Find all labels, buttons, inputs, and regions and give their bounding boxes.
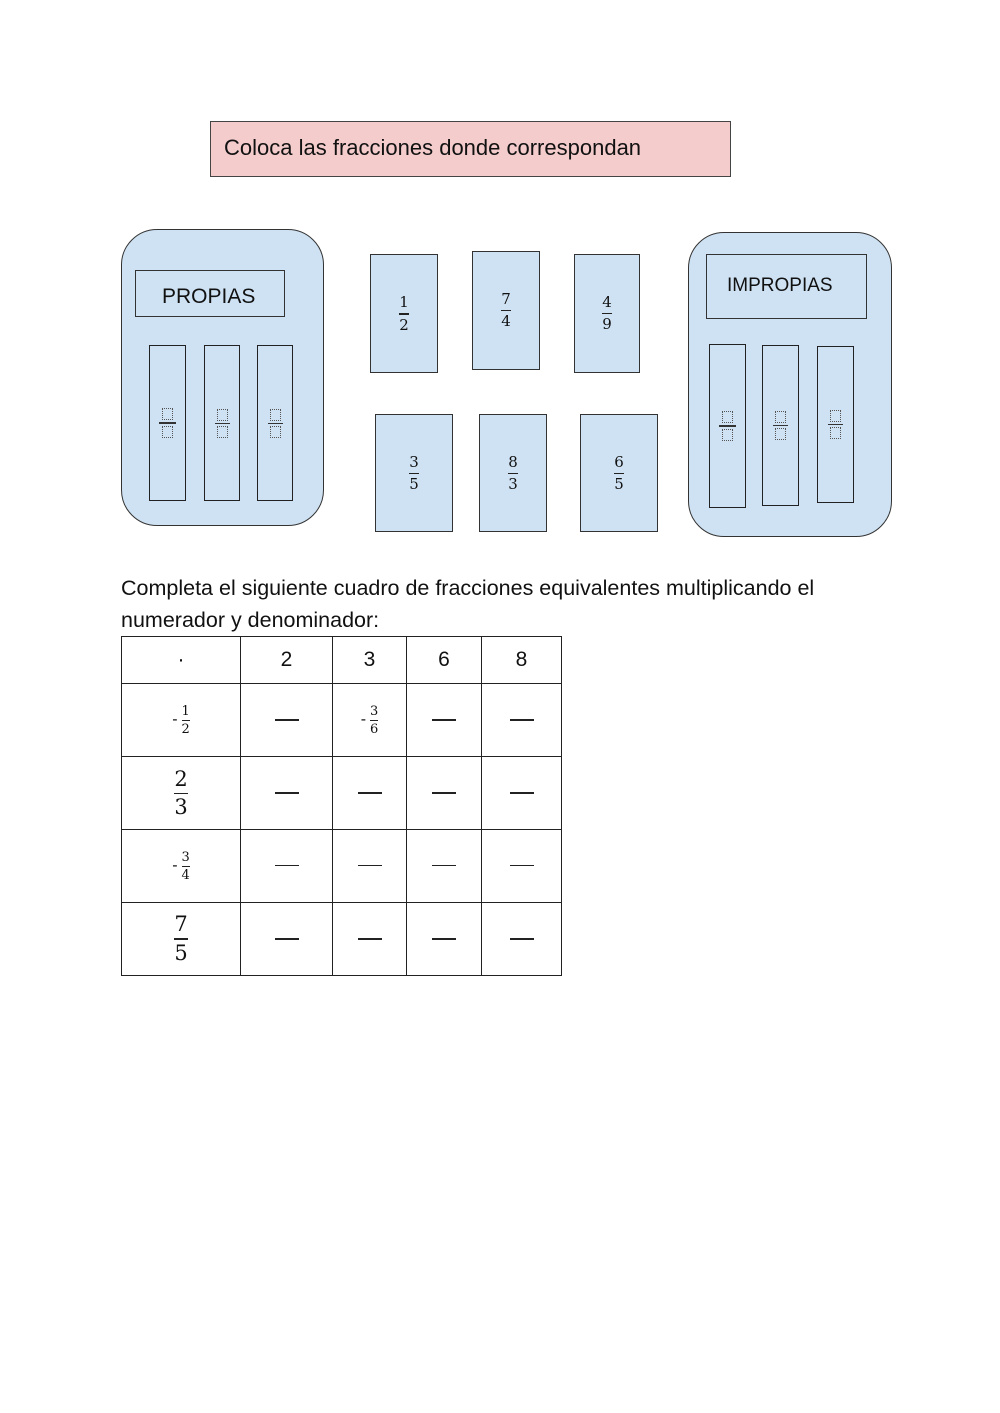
empty-fraction-placeholder — [159, 408, 176, 438]
impropias-label: IMPROPIAS — [727, 275, 833, 296]
fraction-denominator: 2 — [181, 721, 190, 737]
impropias-label-box — [706, 254, 867, 319]
fraction-numerator: 3 — [409, 452, 419, 471]
propias-label-box — [135, 270, 285, 317]
answer-cell[interactable] — [482, 757, 562, 830]
fraction-denominator: 3 — [508, 474, 518, 493]
fraction-denominator: 6 — [370, 721, 379, 737]
fraction-card[interactable] — [370, 254, 438, 373]
answer-cell[interactable] — [482, 830, 562, 903]
answer-cell[interactable] — [333, 830, 407, 903]
fraction — [182, 851, 190, 882]
impropias-slot-3[interactable] — [817, 346, 854, 503]
header-cell-operator: · — [122, 637, 241, 684]
answer-cell[interactable] — [241, 830, 333, 903]
answer-blank[interactable] — [275, 938, 299, 940]
fraction-card[interactable] — [375, 414, 453, 532]
fraction-denominator: 5 — [409, 474, 419, 493]
fraction-denominator: 9 — [602, 315, 612, 333]
answer-blank[interactable] — [275, 865, 299, 866]
header-cell-multiplier: 2 — [241, 637, 333, 684]
fraction — [399, 292, 409, 334]
answer-cell[interactable] — [482, 903, 562, 976]
empty-fraction-placeholder — [215, 409, 230, 438]
propias-slot-3[interactable] — [257, 345, 293, 501]
fraction — [614, 452, 624, 493]
fraction — [602, 295, 612, 332]
empty-fraction-placeholder — [719, 411, 736, 441]
fraction-denominator: 5 — [614, 474, 624, 493]
fraction-numerator: 6 — [614, 452, 624, 471]
answer-cell[interactable] — [333, 757, 407, 830]
header-cell-multiplier: 8 — [482, 637, 562, 684]
fraction — [370, 705, 378, 736]
answer-blank[interactable] — [510, 719, 534, 721]
fraction-denominator: 5 — [174, 941, 188, 965]
answer-cell[interactable] — [241, 757, 333, 830]
fraction-numerator: 3 — [181, 849, 190, 865]
answer-cell[interactable] — [241, 903, 333, 976]
fraction — [174, 914, 187, 964]
table-row — [122, 903, 562, 976]
fraction — [182, 705, 190, 736]
answer-blank[interactable] — [275, 719, 299, 721]
answer-cell[interactable] — [407, 684, 482, 757]
answer-blank[interactable] — [358, 792, 382, 794]
instruction-banner — [210, 121, 731, 177]
fraction-denominator: 4 — [501, 312, 511, 330]
empty-fraction-placeholder — [773, 411, 788, 440]
answer-blank[interactable] — [275, 792, 299, 794]
row-fraction-cell — [122, 757, 241, 830]
fraction-card[interactable] — [580, 414, 658, 532]
table-instruction: Completa el siguiente cuadro de fracciones equivalentes multiplicando el numerador y denominador: — [121, 576, 815, 632]
answer-blank[interactable] — [432, 719, 456, 721]
fraction — [501, 292, 511, 329]
fraction-numerator: 8 — [508, 452, 518, 471]
empty-fraction-placeholder — [828, 410, 843, 439]
answer-blank[interactable] — [432, 865, 456, 866]
fraction — [174, 766, 188, 819]
fraction-denominator: 3 — [174, 794, 188, 819]
table-row — [122, 830, 562, 903]
answer-blank[interactable] — [510, 865, 534, 866]
equivalent-fractions-table — [121, 636, 562, 976]
answer-cell[interactable] — [407, 903, 482, 976]
empty-fraction-placeholder — [268, 409, 283, 438]
table-row — [122, 757, 562, 830]
answer-blank[interactable] — [510, 938, 534, 940]
fraction-numerator: 3 — [370, 703, 379, 719]
header-cell-multiplier: 6 — [407, 637, 482, 684]
fraction-numerator: 2 — [174, 766, 188, 791]
answer-blank[interactable] — [510, 792, 534, 794]
fraction — [508, 452, 518, 493]
answer-cell[interactable] — [407, 830, 482, 903]
propias-slot-2[interactable] — [204, 345, 240, 501]
fraction-numerator: 4 — [602, 293, 612, 311]
row-fraction-cell: - $\frac{1}{2}$ — [122, 684, 241, 757]
impropias-slot-2[interactable] — [762, 345, 799, 506]
fraction-numerator: 1 — [181, 703, 190, 719]
fraction-numerator: 1 — [399, 292, 409, 311]
row-fraction-cell — [122, 903, 241, 976]
table-row — [122, 684, 562, 757]
table-header-row — [122, 637, 562, 684]
answer-cell[interactable] — [333, 903, 407, 976]
fraction-card[interactable] — [479, 414, 547, 532]
propias-label: PROPIAS — [162, 285, 256, 308]
fraction-numerator: 7 — [174, 912, 188, 936]
propias-slot-1[interactable] — [149, 345, 186, 501]
fraction — [409, 452, 419, 493]
fraction-denominator: 2 — [399, 315, 409, 334]
fraction-numerator: 7 — [501, 290, 511, 308]
row-fraction-cell: - $\frac{3}{4}$ — [122, 830, 241, 903]
answer-cell[interactable] — [482, 684, 562, 757]
answer-cell[interactable] — [407, 757, 482, 830]
answer-blank[interactable] — [358, 938, 382, 940]
fraction-denominator: 4 — [181, 867, 190, 883]
impropias-slot-1[interactable] — [709, 344, 746, 508]
answer-blank[interactable] — [432, 938, 456, 940]
answer-blank[interactable] — [358, 865, 382, 866]
answer-blank[interactable] — [432, 792, 456, 794]
fraction-card[interactable] — [574, 254, 640, 373]
page-title: Coloca las fracciones donde correspondan — [224, 135, 642, 160]
answer-cell[interactable] — [241, 684, 333, 757]
fraction-card[interactable] — [472, 251, 540, 370]
header-cell-multiplier: 3 — [333, 637, 407, 684]
given-answer-cell: - $\frac{3}{6}$ — [333, 684, 407, 757]
